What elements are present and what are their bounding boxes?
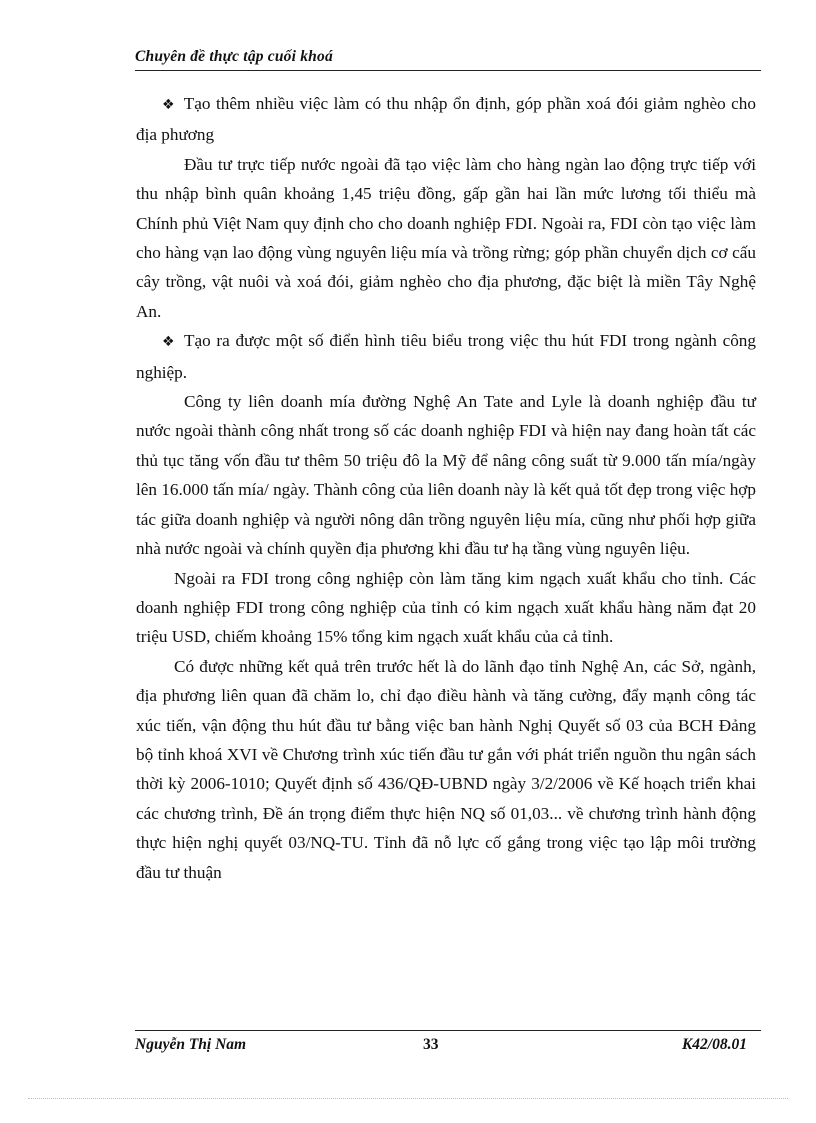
bullet-diamond-icon: ❖ <box>162 334 176 351</box>
footer-divider <box>135 1030 761 1031</box>
footer-author: Nguyễn Thị Nam <box>135 1036 247 1053</box>
paragraph-bullet-2 <box>136 326 756 387</box>
paragraph-2: Đầu tư trực tiếp nước ngoài đã tạo việc làm cho hàng ngàn lao động trực tiếp với thu nhập bình quân khoảng 1,45 triệu đồng, gấp gần hai lần mức lương tối thiểu mà Chính phủ Việt Nam quy định cho cho doanh nghiệp FDI. Ngoài ra, FDI còn tạo việc làm cho hàng vạn lao động vùng nguyên liệu mía và trồng rừng; góp phần chuyển dịch cơ cấu cây trồng, vật nuôi và xoá đói, giảm nghèo cho địa phương, đặc biệt là miền Tây Nghệ An. <box>136 154 756 321</box>
paragraph-text: Tạo ra được một số điển hình tiêu biểu trong việc thu hút FDI trong ngành công nghiệp. <box>136 331 756 382</box>
footer-class-code: K42/08.01 <box>681 1036 747 1053</box>
paragraph-text: Tạo thêm nhiều việc làm có thu nhập ổn định, góp phần xoá đói giảm nghèo cho địa phương <box>136 94 756 145</box>
paragraph-6: Có được những kết quả trên trước hết là do lãnh đạo tỉnh Nghệ An, các Sở, ngành, địa phương liên quan đã chăm lo, chỉ đạo điều hành và tăng cường, đẩy mạnh công tác xúc tiến, vận động thu hút đầu tư bằng việc ban hành Nghị Quyết số 03 của BCH Đảng bộ tỉnh khoá XVI về Chương trình xúc tiến đầu tư gắn với phát triển nguồn thu ngân sách thời kỳ 2006-1010; Quyết định số 436/QĐ-UBND ngày 3/2/2006 về Kế hoạch triển khai các chương trình, Đề án trọng điểm thực hiện NQ số 01,03... về chương trình hành động thực hiện nghị quyết 03/NQ-TU. Tỉnh đã nỗ lực cố gắng trong việc tạo lập môi trường đầu tư thuận <box>136 656 756 882</box>
page-footer <box>135 1036 761 1056</box>
paragraph-bullet-1 <box>136 89 756 150</box>
bullet-diamond-icon: ❖ <box>162 97 176 113</box>
paragraph-5: Ngoài ra FDI trong công nghiệp còn làm tăng kim ngạch xuất khẩu cho tỉnh. Các doanh nghiệp FDI trong công nghiệp của tỉnh có kim ngạch xuất khẩu hàng năm đạt 20 triệu USD, chiếm khoảng 15% tổng kim ngạch xuất khẩu của cả tỉnh. <box>136 568 756 647</box>
document-body <box>136 89 756 887</box>
footer-page-number: 33 <box>423 1036 439 1053</box>
paragraph-4: Công ty liên doanh mía đường Nghệ An Tate and Lyle là doanh nghiệp đầu tư nước ngoài thành công nhất trong số các doanh nghiệp FDI và hiện nay đang hoàn tất các thủ tục tăng vốn đầu tư thêm 50 triệu đô la Mỹ để nâng công suất từ 9.000 tấn mía/ngày lên 16.000 tấn mía/ ngày. Thành công của liên doanh này là kết quả tốt đẹp trong việc hợp tác giữa doanh nghiệp và người nông dân trồng nguyên liệu mía, cũng như phối hợp giữa nhà nước ngoài và chính quyền địa phương khi đầu tư hạ tầng vùng nguyên liệu. <box>136 392 756 559</box>
page-bottom-border <box>28 1098 788 1099</box>
page-header-title: Chuyên đề thực tập cuối khoá <box>135 48 333 65</box>
header-divider <box>135 70 761 71</box>
